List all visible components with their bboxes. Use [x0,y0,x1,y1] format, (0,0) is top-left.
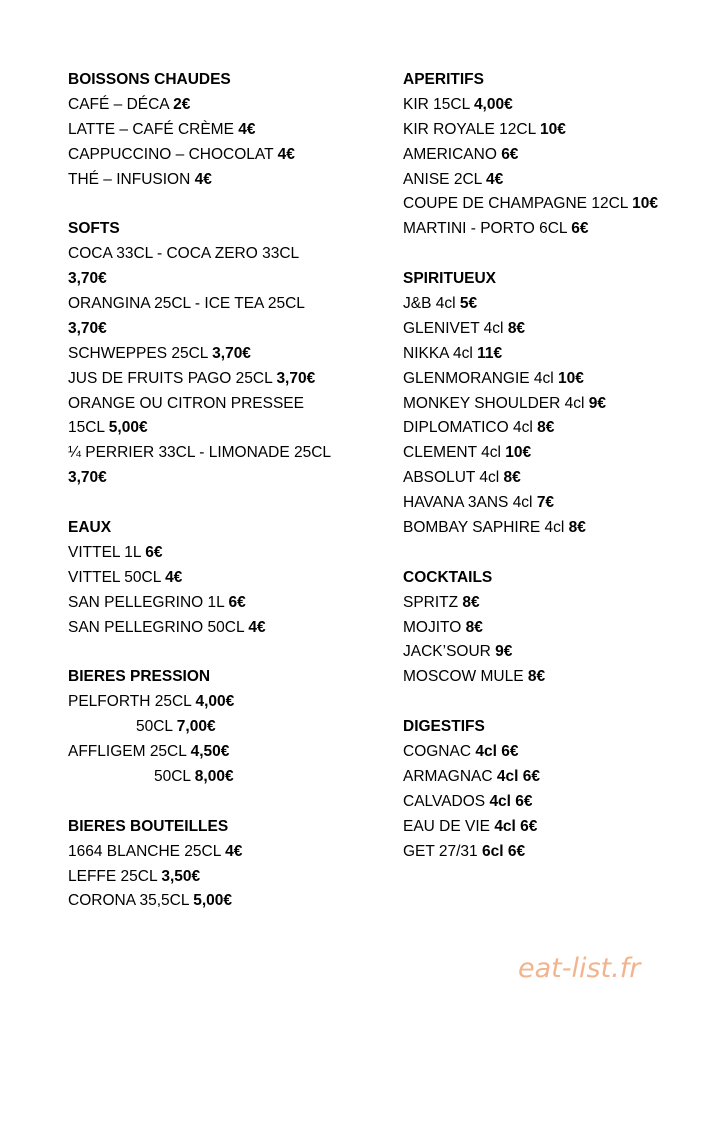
menu-item [68,466,388,491]
menu-item [68,616,388,641]
menu-section-aperitifs [403,68,703,242]
item-price: 6€ [571,220,589,238]
menu-item [68,168,388,193]
item-name: CALVADOS [403,792,490,810]
menu-item [403,790,703,815]
watermark: eat-list.fr [518,953,641,984]
menu-section-bieres-pression [68,665,388,789]
menu-column-left [68,68,388,939]
item-name: MOJITO [403,618,466,636]
item-price: 5,00€ [108,419,148,437]
item-price: 10€ [558,369,584,387]
menu-item [403,591,703,616]
section-title: BIERES BOUTEILLES [68,817,229,835]
item-name: AFFLIGEM 25CL [68,743,191,761]
item-price: 10€ [539,120,566,138]
menu-item [403,392,703,417]
item-name: HAVANA 3ANS 4cl [403,494,537,512]
menu-section-bieres-bouteilles [68,815,388,915]
item-price: 8€ [503,469,521,487]
menu-item [403,367,703,392]
item-price: 4€ [225,842,243,860]
item-name: ANISE 2CL [403,170,486,188]
item-price: 8€ [462,593,480,611]
menu-section-softs [68,217,388,491]
menu-section-digestifs [403,715,703,864]
item-name: J&B 4cl [403,295,460,313]
section-title: EAUX [68,519,112,537]
menu-section-spiritueux [403,267,703,541]
menu-item [403,292,703,317]
menu-item [68,143,388,168]
item-name: LATTE – CAFÉ CRÈME [68,120,239,138]
item-price: 8€ [507,319,526,337]
item-name: KIR 15CL [403,95,474,113]
item-price: 7,00€ [176,718,216,736]
item-name: ORANGINA 25CL - ICE TEA 25CL [68,295,305,313]
item-price: 4€ [165,568,183,586]
menu-item [68,93,388,118]
menu-section-boissons-chaudes [68,68,388,192]
item-price: 8€ [568,519,586,537]
item-price: 6€ [145,543,163,561]
item-price: 3,70€ [68,469,107,487]
menu-item [403,441,703,466]
item-name: SAN PELLEGRINO 50CL [68,618,249,636]
menu-item [403,192,703,217]
item-name: KIR ROYALE 12CL [403,120,540,138]
menu-column-right [403,68,703,889]
item-name: THÉ – INFUSION [68,170,195,188]
menu-item [403,640,703,665]
item-name: COCA 33CL - COCA ZERO 33CL [68,245,300,263]
item-price: 5€ [459,295,478,313]
item-name: AMERICANO [403,145,502,163]
item-price: 4€ [486,170,504,188]
item-price: 7€ [536,494,555,512]
menu-item [68,690,388,715]
item-price: 3,70€ [212,344,251,362]
item-price: 4,00€ [195,693,235,711]
menu-item [403,342,703,367]
item-name: GLENIVET 4cl [403,319,508,337]
item-price: 2€ [173,95,191,113]
section-title: DIGESTIFS [403,718,485,736]
item-name: MOSCOW MULE [403,668,528,686]
item-price: 6€ [501,145,519,163]
item-name: DIPLOMATICO 4cl [403,419,538,437]
item-price: 8,00€ [194,767,234,785]
menu-item [68,267,388,292]
item-name: CAPPUCCINO – CHOCOLAT [68,145,278,163]
item-name: NIKKA 4cl [403,344,478,362]
item-price: 3,70€ [68,270,107,288]
menu-item [403,616,703,641]
menu-item [403,665,703,690]
item-price: 10€ [505,444,532,462]
item-price: 8€ [527,668,546,686]
item-name: SCHWEPPES 25CL [68,344,213,362]
menu-item [403,317,703,342]
menu-item [68,715,388,740]
menu-item [68,367,388,392]
item-price: 4,00€ [473,95,513,113]
section-title: BOISSONS CHAUDES [68,71,231,88]
item-name: COGNAC [403,743,476,761]
section-title: SPIRITUEUX [403,270,497,288]
menu-item [403,93,703,118]
item-name: LEFFE 25CL [68,867,162,885]
item-name: 50CL [136,718,177,736]
item-price: 11€ [477,344,503,362]
item-price: 4€ [248,618,266,636]
menu-item [68,541,388,566]
menu-item [68,865,388,890]
item-name: 15CL [68,419,109,437]
menu-item [403,143,703,168]
item-price: 6cl 6€ [481,842,526,860]
item-price: 6€ [228,593,246,611]
item-name: ABSOLUT 4cl [403,469,504,487]
menu-item [68,392,388,417]
menu-item [68,317,388,342]
item-name: ARMAGNAC [403,767,497,785]
item-price: 5,00€ [193,892,232,910]
item-name: 1664 BLANCHE 25CL [68,842,226,860]
section-title: COCKTAILS [403,568,493,586]
menu-item [68,740,388,765]
menu-section-eaux [68,516,388,640]
item-price: 4€ [277,145,295,163]
menu-item [68,765,388,790]
item-name: ¼ PERRIER 33CL - LIMONADE 25CL [68,444,332,462]
item-price: 3,50€ [161,867,201,885]
item-price: 10€ [632,195,658,213]
item-name: GLENMORANGIE 4cl [403,369,559,387]
item-name: CORONA 35,5CL [68,892,194,910]
menu-item [68,292,388,317]
item-price: 4€ [238,120,256,138]
item-price: 4cl 6€ [494,817,538,835]
item-name: VITTEL 1L [68,543,146,561]
menu-item [68,591,388,616]
menu-item [68,441,388,466]
item-name: JACK’SOUR [403,643,496,661]
item-price: 3,70€ [68,319,107,337]
menu-item [403,466,703,491]
menu-item [68,242,388,267]
menu-item [68,889,388,914]
item-price: 4€ [194,170,212,188]
item-price: 9€ [588,394,607,412]
section-title: SOFTS [68,220,120,238]
item-name: ORANGE OU CITRON PRESSEE [68,394,304,412]
menu-item [68,342,388,367]
item-price: 3,70€ [276,369,316,387]
item-name: SPRITZ [403,593,463,611]
item-price: 4cl 6€ [496,767,540,785]
item-name: 50CL [154,767,195,785]
item-name: GET 27/31 [403,842,482,860]
item-name: MARTINI - PORTO 6CL [403,220,572,238]
section-title: APERITIFS [403,71,484,88]
menu-item [403,840,703,865]
menu-item [403,217,703,242]
menu-item [68,416,388,441]
menu-item [403,168,703,193]
item-name: PELFORTH 25CL [68,693,196,711]
item-price: 8€ [537,419,555,437]
menu-item [68,566,388,591]
item-name: CLEMENT 4cl [403,444,506,462]
item-price: 4cl 6€ [475,743,519,761]
menu-item [403,815,703,840]
menu-item [68,840,388,865]
menu-item [403,118,703,143]
menu-item [403,740,703,765]
menu-item [403,516,703,541]
item-name: MONKEY SHOULDER 4cl [403,394,589,412]
item-name: CAFÉ – DÉCA [68,95,174,113]
section-title: BIERES PRESSION [68,668,211,686]
item-price: 4,50€ [190,743,230,761]
item-name: SAN PELLEGRINO 1L [68,593,229,611]
item-name: COUPE DE CHAMPAGNE 12CL [403,195,633,213]
item-name: EAU DE VIE [403,817,495,835]
menu-section-cocktails [403,566,703,690]
item-price: 9€ [495,643,513,661]
item-name: JUS DE FRUITS PAGO 25CL [68,369,277,387]
item-name: BOMBAY SAPHIRE 4cl [403,519,569,537]
menu-item [403,491,703,516]
menu-item [403,765,703,790]
menu-item [68,118,388,143]
item-name: VITTEL 50CL [68,568,166,586]
menu-item [403,416,703,441]
item-price: 8€ [465,618,483,636]
item-price: 4cl 6€ [489,792,533,810]
